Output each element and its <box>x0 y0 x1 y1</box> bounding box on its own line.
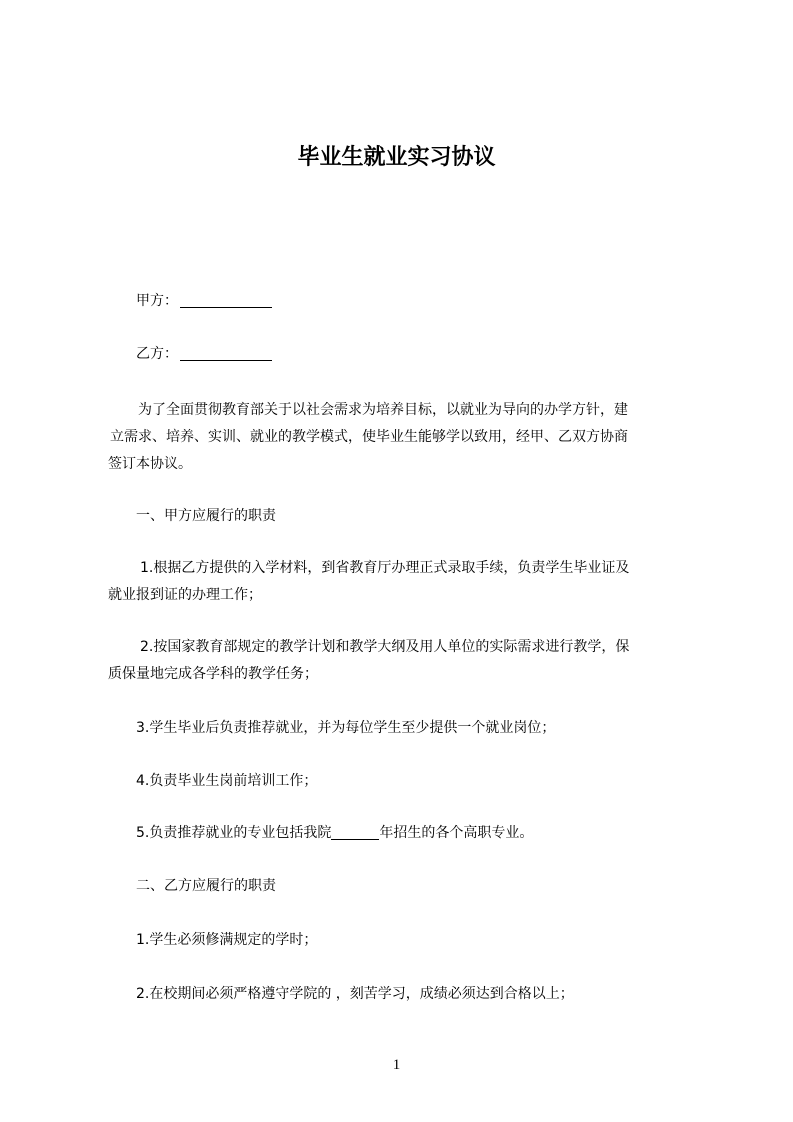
section-1-heading: 一、甲方应履行的职责 <box>136 508 276 524</box>
section-2-heading: 二、乙方应履行的职责 <box>136 878 276 894</box>
section-2-item-1: 1.学生必须修满规定的学时； <box>136 932 318 948</box>
section-2-item-2: 2.在校期间必须严格遵守学院的 ，刻苦学习，成绩必须达到合格以上； <box>136 986 574 1002</box>
section-1-item-3: 3.学生毕业后负责推荐就业，并为每位学生至少提供一个就业岗位； <box>136 720 556 736</box>
section-1-item-5: 5.负责推荐就业的专业包括我院 年招生的各个高职专业。 <box>136 825 534 841</box>
intro-paragraph-line-3: 签订本协议。 <box>108 456 192 472</box>
intro-paragraph-line-1: 为了全面贯彻教育部关于以社会需求为培养目标，以就业为导向的办学方针，建 <box>138 402 628 418</box>
intro-paragraph-line-2: 立需求、培养、实训、就业的教学模式，使毕业生能够学以致用，经甲、乙双方协商 <box>110 429 628 445</box>
section-1-item-4: 4.负责毕业生岗前培训工作； <box>136 773 318 789</box>
party-b-label: 乙方： <box>136 346 178 362</box>
party-b-blank <box>180 346 272 361</box>
section-1-item-2-line-1: 2.按国家教育部规定的教学计划和教学大纲及用人单位的实际需求进行教学，保 <box>140 639 630 655</box>
enrollment-year-blank <box>331 825 379 840</box>
page-number: 1 <box>392 1057 401 1073</box>
document-title: 毕业生就业实习协议 <box>297 145 496 170</box>
party-b-line <box>108 339 708 369</box>
party-a-label: 甲方： <box>136 293 178 309</box>
party-a-line <box>108 286 708 316</box>
section-1-item-1-line-1: 1.根据乙方提供的入学材料，到省教育厅办理正式录取手续，负责学生毕业证及 <box>140 560 630 576</box>
section-1-item-2-line-2: 质保量地完成各学科的教学任务； <box>108 666 318 682</box>
section-1-item-1-line-2: 就业报到证的办理工作； <box>108 587 262 603</box>
party-a-blank <box>180 293 272 308</box>
